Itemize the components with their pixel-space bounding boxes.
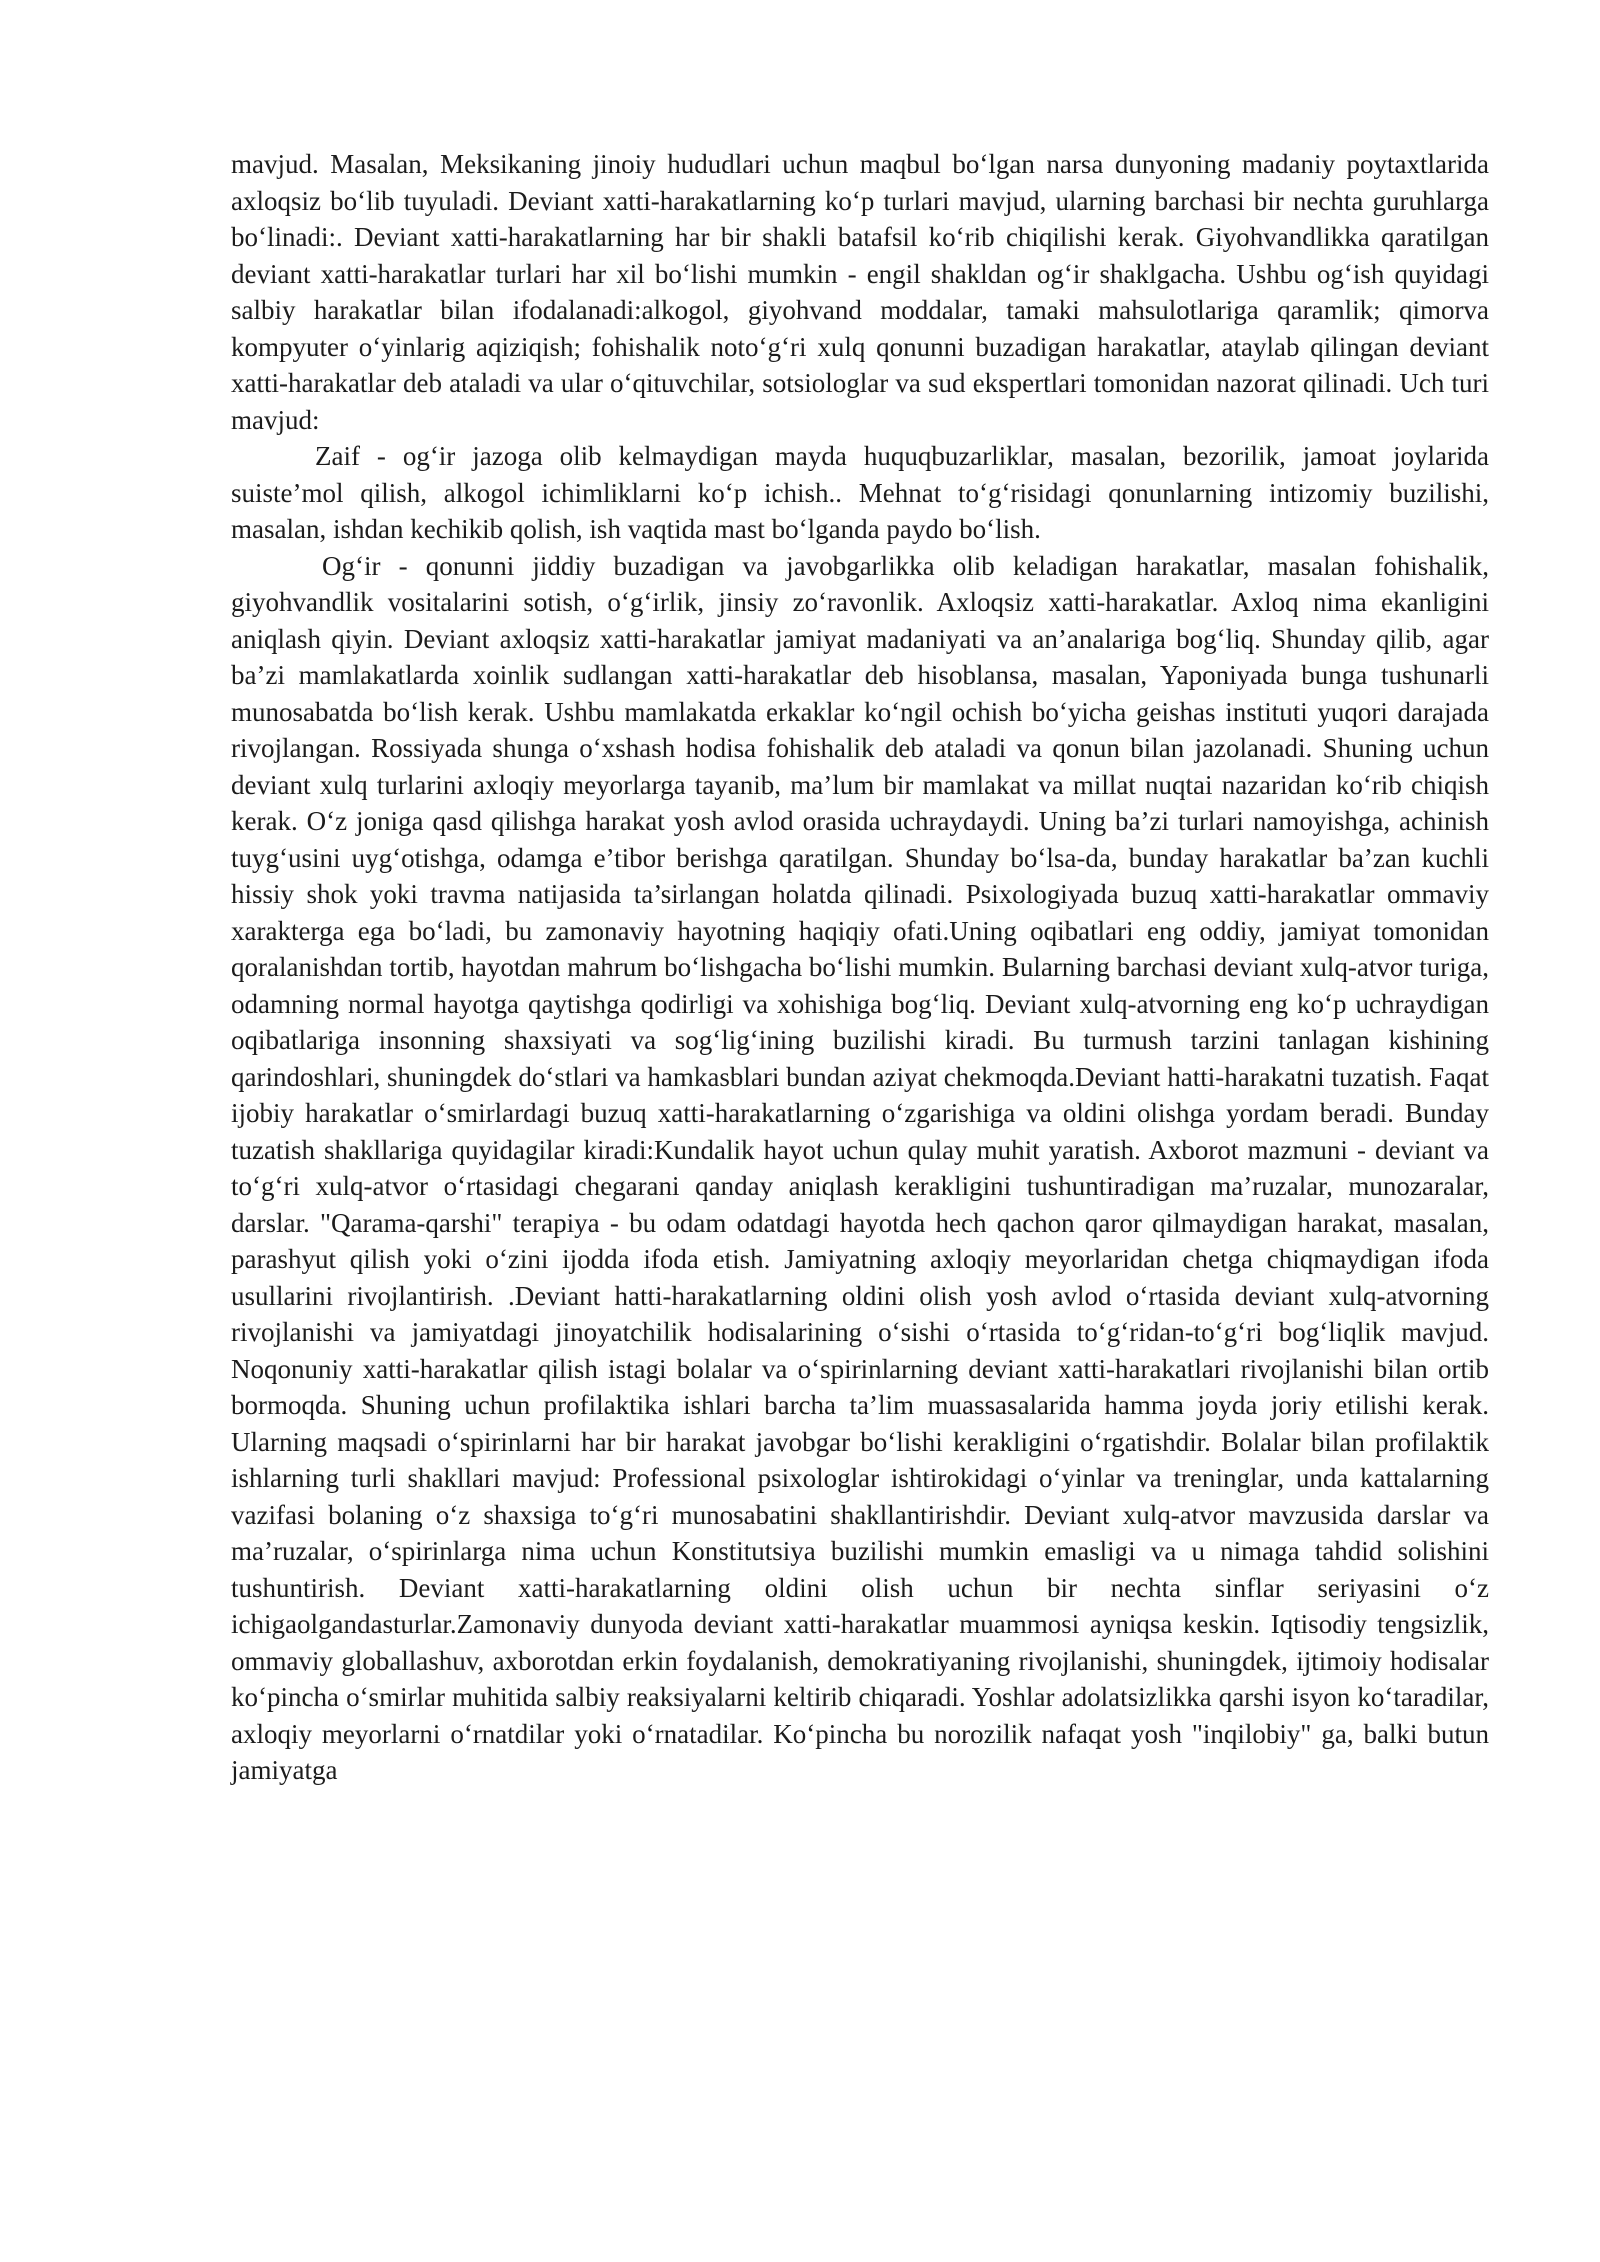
paragraph-intro: mavjud. Masalan, Meksikaning jinoiy hududlari uchun maqbul bo‘lgan narsa dunyoning madaniy poytaxtlarida axloqsiz bo‘lib tuyuladi. Deviant xatti-harakatlarning ko‘p turlari mavjud, ularning barchasi bir nechta guruhlarga bo‘linadi:. Deviant xatti-harakatlarning har bir shakli batafsil ko‘rib chiqilishi kerak. Giyohvandlikka qaratilgan deviant xatti-harakatlar turlari har xil bo‘lishi mumkin - engil shakldan og‘ir shaklgacha. Ushbu og‘ish quyidagi salbiy harakatlar bilan ifodalanadi:alkogol, giyohvand moddalar, tamaki mahsulotlariga qaramlik; qimorva kompyuter o‘yinlarig aqiziqish; fohishalik noto‘g‘ri xulq qonunni buzadigan harakatlar, ataylab qilingan deviant xatti-harakatlar deb ataladi va ular o‘qituvchilar, sotsiologlar va sud ekspertlari tomonidan nazorat qilinadi. Uch turi mavjud: [231, 149, 1489, 435]
paragraph-zaif: Zaif - og‘ir jazoga olib kelmaydigan mayda huquqbuzarliklar, masalan, bezorilik, jamoat joylarida suiste’mol qilish, alkogol ichimliklarni ko‘p ichish.. Mehnat to‘g‘risidagi qonunlarning intizomiy buzilishi, masalan, ishdan kechikib qolish, ish vaqtida mast bo‘lganda paydo bo‘lish. [231, 441, 1489, 544]
document-page [231, 146, 1489, 1789]
paragraph-ogir: Og‘ir - qonunni jiddiy buzadigan va javobgarlikka olib keladigan harakatlar, masalan fohishalik, giyohvandlik vositalarini sotish, o‘g‘irlik, jinsiy zo‘ravonlik. Axloqsiz xatti-harakatlar. Axloq nima ekanligini aniqlash qiyin. Deviant axloqsiz xatti-harakatlar jamiyat madaniyati va an’analariga bog‘liq. Shunday qilib, agar ba’zi mamlakatlarda xoinlik sudlangan xatti-harakatlar deb hisoblansa, masalan, Yaponiyada bunga tushunarli munosabatda bo‘lish kerak. Ushbu mamlakatda erkaklar ko‘ngil ochish bo‘yicha geishas instituti yuqori darajada rivojlangan. Rossiyada shunga o‘xshash hodisa fohishalik deb ataladi va qonun bilan jazolanadi. Shuning uchun deviant xulq turlarini axloqiy meyorlarga tayanib, ma’lum bir mamlakat va millat nuqtai nazaridan ko‘rib chiqish kerak. O‘z joniga qasd qilishga harakat yosh avlod orasida uchraydaydi. Uning ba’zi turlari namoyishga, achinish tuyg‘usini uyg‘otishga, odamga e’tibor berishga qaratilgan. Shunday bo‘lsa-da, bunday harakatlar ba’zan kuchli hissiy shok yoki travma natijasida ta’sirlangan holatda qilinadi. Psixologiyada buzuq xatti-harakatlar ommaviy xarakterga ega bo‘ladi, bu zamonaviy hayotning haqiqiy ofati.Uning oqibatlari eng oddiy, jamiyat tomonidan qoralanishdan tortib, hayotdan mahrum bo‘lishgacha bo‘lishi mumkin. Bularning barchasi deviant xulq-atvor turiga, odamning normal hayotga qaytishga qodirligi va xohishiga bog‘liq. Deviant xulq-atvorning eng ko‘p uchraydigan oqibatlariga insonning shaxsiyati va sog‘lig‘ining buzilishi kiradi. Bu turmush tarzini tanlagan kishining qarindoshlari, shuningdek do‘stlari va hamkasblari bundan aziyat chekmoqda.Deviant hatti-harakatni tuzatish. Faqat ijobiy harakatlar o‘smirlardagi buzuq xatti-harakatlarning o‘zgarishiga va oldini olishga yordam beradi. Bunday tuzatish shakllariga quyidagilar kiradi:Kundalik hayot uchun qulay muhit yaratish. Axborot mazmuni - deviant va to‘g‘ri xulq-atvor o‘rtasidagi chegarani qanday aniqlash kerakligini tushuntiradigan ma’ruzalar, munozaralar, darslar. "Qarama-qarshi" terapiya - bu odam odatdagi hayotda hech qachon qaror qilmaydigan harakat, masalan, parashyut qilish yoki o‘zini ijodda ifoda etish. Jamiyatning axloqiy meyorlaridan chetga chiqmaydigan ifoda usullarini rivojlantirish. .Deviant hatti-harakatlarning oldini olish yosh avlod o‘rtasida deviant xulq-atvorning rivojlanishi va jamiyatdagi jinoyatchilik hodisalarining o‘sishi o‘rtasida to‘g‘ridan-to‘g‘ri bog‘liqlik mavjud. Noqonuniy xatti-harakatlar qilish istagi bolalar va o‘spirinlarning deviant xatti-harakatlari rivojlanishi bilan ortib bormoqda. Shuning uchun profilaktika ishlari barcha ta’lim muassasalarida hamma joyda joriy etilishi kerak. Ularning maqsadi o‘spirinlarni har bir harakat javobgar bo‘lishi kerakligini o‘rgatishdir. Bolalar bilan profilaktik ishlarning turli shakllari mavjud: Professional psixologlar ishtirokidagi o‘yinlar va treninglar, unda kattalarning vazifasi bolaning o‘z shaxsiga to‘g‘ri munosabatini shakllantirishdir. Deviant xulq-atvor mavzusida darslar va ma’ruzalar, o‘spirinlarga nima uchun Konstitutsiya buzilishi mumkin emasligi va u nimaga tahdid solishini tushuntirish. Deviant xatti-harakatlarning oldini olish uchun bir nechta sinflar seriyasini o‘z ichigaolgandasturlar.Zamonaviy dunyoda deviant xatti-harakatlar muammosi ayniqsa keskin. Iqtisodiy tengsizlik, ommaviy globallashuv, axborotdan erkin foydalanish, demokratiyaning rivojlanishi, shuningdek, ijtimoiy hodisalar ko‘pincha o‘smirlar muhitida salbiy reaksiyalarni keltirib chiqaradi. Yoshlar adolatsizlikka qarshi isyon ko‘taradilar, axloqiy meyorlarni o‘rnatdilar yoki o‘rnatadilar. Ko‘pincha bu norozilik nafaqat yosh "inqilobiy" ga, balki butun jamiyatga [231, 550, 1489, 1785]
